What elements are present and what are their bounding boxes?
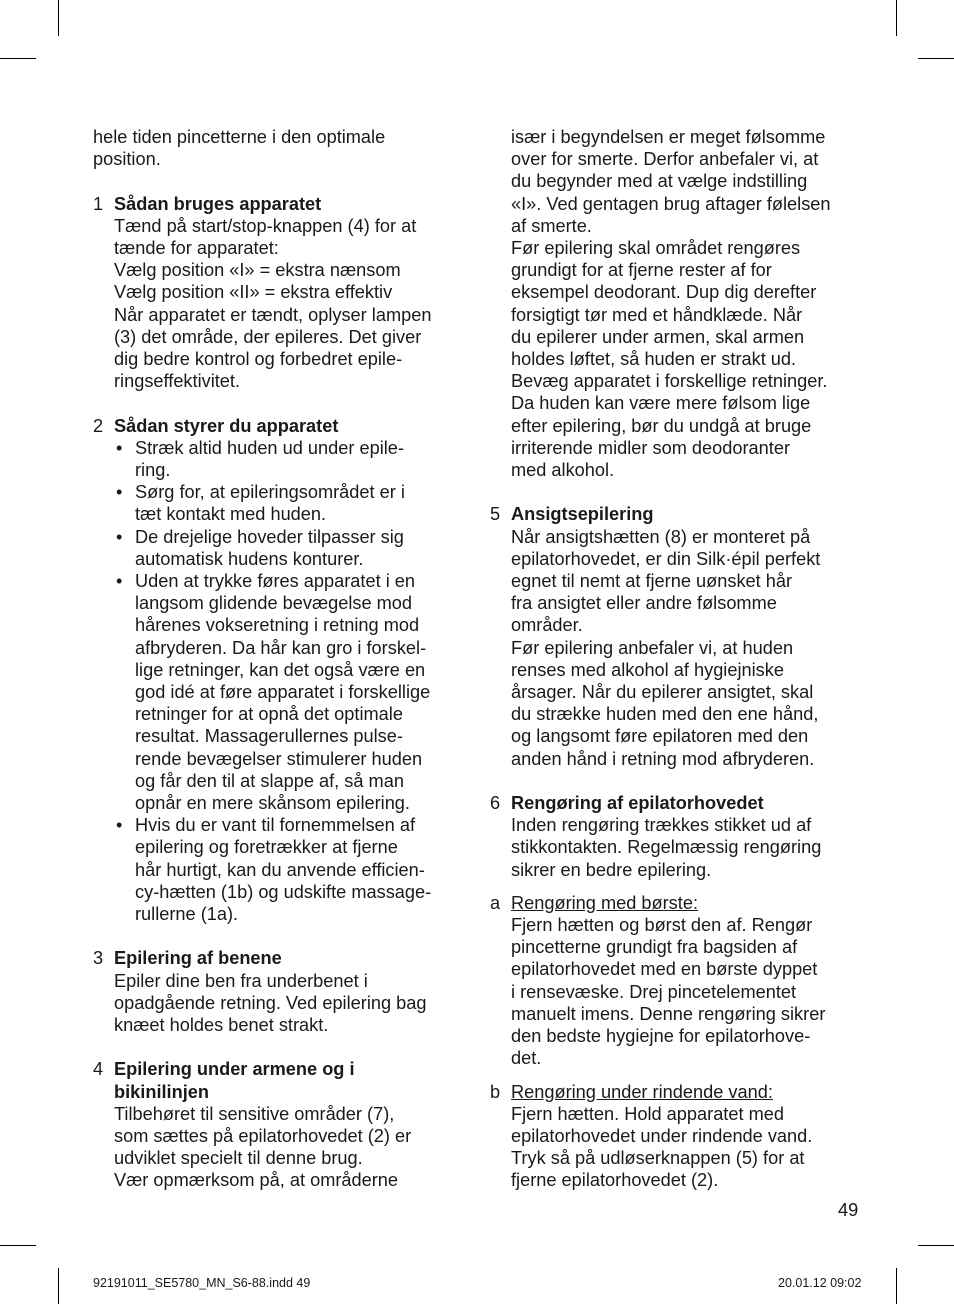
text-line: Inden rengøring trækkes stikket ud af — [511, 815, 812, 836]
text-line: epilatorhovedet med en børste dyppet — [511, 959, 818, 980]
text-line: områder. — [511, 615, 583, 636]
text-line: det. — [511, 1048, 542, 1069]
text-line: du epilerer under armen, skal armen — [511, 326, 805, 347]
text-line: med alkohol. — [511, 460, 615, 481]
section-title: Rengøring af epilatorhovedet — [511, 793, 764, 814]
crop-mark — [918, 58, 954, 59]
text-line: holdes løftet, så huden er strakt ud. — [511, 349, 797, 370]
text-line: Da huden kan være mere følsom lige — [511, 393, 811, 414]
section-title: Epilering af benene — [114, 948, 282, 969]
text-line: Tilbehøret til sensitive områder (7), — [114, 1103, 395, 1124]
list-item: • De drejelige hoveder tilpasser sig automatisk hudens konturer. — [114, 526, 465, 570]
text-line: Tryk så på udløserknappen (5) for at — [511, 1148, 805, 1169]
bullet-list — [114, 437, 465, 925]
section-number: 4 — [93, 1059, 104, 1080]
footer-datetime: 20.01.12 09:02 — [778, 1276, 862, 1290]
list-item: • Sørg for, at epileringsområdet er i tæt kontakt med huden. — [114, 481, 465, 525]
section-4 — [93, 1058, 465, 1191]
text-line: Vær opmærksom på, at områderne — [114, 1170, 399, 1191]
section-number: a — [490, 892, 501, 913]
text-line: stikkontakten. Regelmæssig rengøring — [511, 837, 822, 858]
text-line: renses med alkohol af hygiejniske — [511, 659, 784, 680]
text-line: forsigtigt tør med et håndklæde. Når — [511, 304, 803, 325]
text-line: hele tiden pincetterne i den optimale — [93, 127, 386, 147]
text-line: Vælg position «I» = ekstra nænsom — [114, 260, 401, 281]
text-line: dig bedre kontrol og forbedret epile- — [114, 349, 403, 370]
section-6 — [490, 792, 862, 881]
section-number: 5 — [490, 504, 501, 525]
text-line: udviklet specielt til denne brug. — [114, 1148, 363, 1169]
section-title: bikinilinjen — [114, 1081, 209, 1102]
page-number: 49 — [838, 1200, 859, 1220]
section-4-continued — [490, 126, 862, 481]
left-column — [93, 126, 465, 1192]
text-line: Når ansigtshætten (8) er monteret på — [511, 526, 811, 547]
crop-mark — [896, 0, 897, 36]
list-item: • Hvis du er vant til fornemmelsen af epilering og foretrækker at fjerne hår hurtigt, kan du anvende efficien- cy-hætten (1b) og udskifte massage- rullerne (1a). — [114, 814, 465, 925]
text-line: sikrer en bedre epilering. — [511, 859, 712, 880]
crop-mark — [896, 1268, 897, 1304]
list-item: • Uden at trykke føres apparatet i en langsom glidende bevægelse mod hårenes vokseretning i retning mod afbryderen. Da hår kan gro i forskel- lige retninger, kan det også være en god idé at føre apparatet i forskellige retninger for at opnå det optimale resultat. Massagerullernes pulse- rende bevægelser stimulerer huden og får den til at slappe af, så man opnår en mere skånsom epilering. — [114, 570, 465, 814]
section-number: 6 — [490, 793, 501, 814]
text-line: i rensevæske. Drej pincetelementet — [511, 981, 797, 1002]
text-line: især i begyndelsen er meget følsomme — [511, 127, 826, 147]
list-item: • Stræk altid huden ud under epile- ring. — [114, 437, 465, 481]
text-line: grundigt for at fjerne rester af for — [511, 260, 772, 281]
section-1 — [93, 193, 465, 393]
section-title: Epilering under armene og i — [114, 1059, 355, 1080]
section-number: 2 — [93, 415, 104, 436]
subsection-title: Rengøring under rindende vand: — [511, 1081, 773, 1102]
subsection-a — [490, 892, 862, 1070]
text-line: Vælg position «II» = ekstra effektiv — [114, 282, 393, 303]
section-5 — [490, 503, 862, 769]
text-line: knæet holdes benet strakt. — [114, 1015, 329, 1036]
text-line: Bevæg apparatet i forskellige retninger. — [511, 371, 828, 392]
text-line: Tænd på start/stop-knappen (4) for at — [114, 215, 417, 236]
crop-mark — [0, 1245, 36, 1246]
section-title: Ansigtsepilering — [511, 504, 654, 525]
section-number: b — [490, 1081, 501, 1102]
text-line: irriterende midler som deodoranter — [511, 437, 791, 458]
section-title: Sådan bruges apparatet — [114, 193, 322, 214]
crop-mark — [58, 0, 59, 36]
subsection-b — [490, 1081, 862, 1192]
right-column — [490, 126, 862, 1192]
text-line: Fjern hætten og børst den af. Rengør — [511, 915, 813, 936]
text-line: Før epilering skal området rengøres — [511, 238, 801, 259]
section-2 — [93, 415, 465, 926]
text-line: Epiler dine ben fra underbenet i — [114, 970, 368, 991]
text-line: og langsomt føre epilatoren med den — [511, 726, 809, 747]
text-line: egnet til nemt at fjerne uønsket hår — [511, 571, 793, 592]
footer-file-info: 92191011_SE5780_MN_S6-88.indd 49 — [93, 1276, 311, 1290]
text-line: eksempel deodorant. Dup dig derefter — [511, 282, 817, 303]
subsection-title: Rengøring med børste: — [511, 892, 698, 913]
text-line: Fjern hætten. Hold apparatet med — [511, 1103, 784, 1124]
text-line: pincetterne grundigt fra bagsiden af — [511, 937, 798, 958]
crop-mark — [58, 1268, 59, 1304]
text-line: den bedste hygiejne for epilatorhove- — [511, 1026, 811, 1047]
text-line: fjerne epilatorhovedet (2). — [511, 1170, 719, 1191]
section-title: Sådan styrer du apparatet — [114, 415, 339, 436]
text-line: opadgående retning. Ved epilering bag — [114, 992, 427, 1013]
crop-mark — [918, 1245, 954, 1246]
text-line: Før epilering anbefaler vi, at huden — [511, 637, 794, 658]
text-line: du strække huden med den ene hånd, — [511, 704, 819, 725]
section-number: 3 — [93, 948, 104, 969]
text-line: ringseffektivitet. — [114, 371, 241, 392]
section-3 — [93, 947, 465, 1036]
text-line: efter epilering, bør du undgå at bruge — [511, 415, 812, 436]
crop-mark — [0, 58, 36, 59]
text-line: Når apparatet er tændt, oplyser lampen — [114, 304, 432, 325]
text-line: (3) det område, der epileres. Det giver — [114, 326, 422, 347]
text-line: tænde for apparatet: — [114, 238, 279, 258]
text-line: som sættes på epilatorhovedet (2) er — [114, 1126, 412, 1147]
text-line: af smerte. — [511, 215, 592, 236]
text-line: epilatorhovedet under rindende vand. — [511, 1125, 813, 1146]
intro-paragraph — [93, 126, 465, 170]
text-line: fra ansigtet eller andre følsomme — [511, 593, 777, 614]
text-line: anden hånd i retning mod afbryderen. — [511, 748, 815, 769]
text-line: årsager. Når du epilerer ansigtet, skal — [511, 682, 814, 703]
text-line: position. — [93, 149, 161, 170]
text-line: «I». Ved gentagen brug aftager følelsen — [511, 193, 831, 214]
text-line: du begynder med at vælge indstilling — [511, 171, 808, 192]
text-line: manuelt imens. Denne rengøring sikrer — [511, 1003, 826, 1024]
text-line: over for smerte. Derfor anbefaler vi, at — [511, 149, 819, 170]
section-number: 1 — [93, 193, 104, 214]
text-line: epilatorhovedet, er din Silk·épil perfekt — [511, 548, 821, 569]
